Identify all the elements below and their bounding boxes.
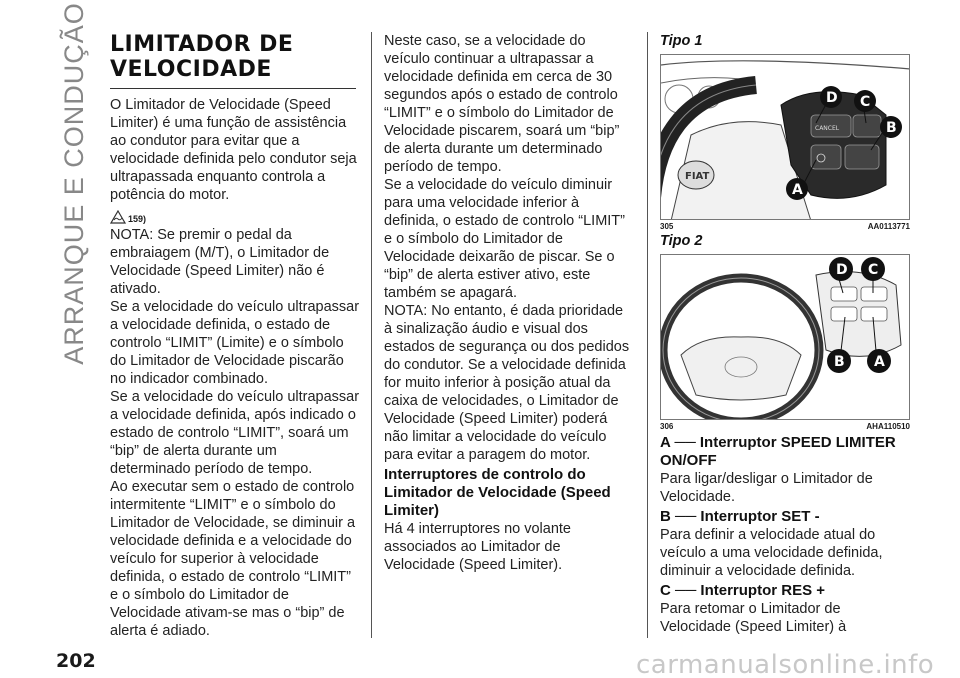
- column-1: [110, 32, 360, 640]
- svg-text:D: D: [826, 90, 838, 106]
- switch-item-a-heading: A ── Interruptor SPEED LIMITER ON/OFF: [660, 434, 896, 469]
- paragraph: Neste caso, se a velocidade do veículo continuar a ultrapassar a velocidade definida em cerca de 30 segundos após o estado de controlo “LIMIT” e o símbolo do Limitador de Velocidade piscarem, soará um “bip” de alerta durante um determinado período de tempo.: [384, 33, 620, 175]
- warning-reference: [110, 206, 360, 224]
- cancel-button-label: CANCEL: [815, 125, 840, 132]
- callout-b: [827, 349, 851, 373]
- callout-b: [880, 116, 902, 138]
- callout-a: [867, 349, 891, 373]
- switch-item-c-heading: C ── Interruptor RES +: [660, 582, 826, 599]
- section-title: LIMITADOR DE VELOCIDADE: [110, 32, 294, 82]
- svg-text:FIAT: FIAT: [685, 171, 710, 182]
- svg-text:B: B: [834, 354, 845, 370]
- steering-wheel-illustration: [661, 55, 910, 220]
- warning-triangle-icon: [110, 210, 126, 224]
- callout-d: [829, 257, 853, 281]
- chapter-sidebar: [56, 2, 92, 365]
- svg-text:C: C: [868, 262, 879, 278]
- paragraph: Há 4 interruptores no volante associados ao Limitador de Velocidade (Speed Limiter).: [384, 521, 571, 573]
- paragraph: NOTA: No entanto, é dada prioridade à sinalização áudio e visual dos estados de segurança ou dos pedidos do condutor. Se a velocidade definida for muito inferior à posição atual da caixa de velocidades, o Limitador de Velocidade (Speed Limiter) poderá não limitar a velocidade do veículo para evitar a paragem do motor.: [384, 303, 630, 463]
- figure-caption: [660, 422, 910, 432]
- callout-c: [861, 257, 885, 281]
- figure-steering-switches-type-2: [660, 254, 910, 420]
- callout-d: [820, 86, 842, 108]
- figure-label: Tipo 1: [660, 33, 703, 49]
- svg-text:A: A: [792, 182, 803, 198]
- callout-a: [786, 178, 808, 200]
- steering-wheel-illustration: [661, 255, 910, 420]
- paragraph: O Limitador de Velocidade (Speed Limiter) é uma função de assistência ao condutor para evitar que a velocidade definida pelo condutor seja ultrapassada enquanto controla a potência do motor.: [110, 97, 357, 203]
- callout-c: [854, 90, 876, 112]
- paragraph: Se a velocidade do veículo ultrapassar a velocidade definida, após indicado o estado de controlo “LIMIT”, soará um “bip” de alerta durante um determinado período de tempo.: [110, 389, 360, 477]
- paragraph: NOTA: Se premir o pedal da embraiagem (M/T), o Limitador de Velocidade (Speed Limiter) não é ativado.: [110, 227, 330, 297]
- switch-item-b-text: Para definir a velocidade atual do veículo a uma velocidade definida, diminuir a velocidade definida.: [660, 527, 883, 579]
- svg-text:B: B: [886, 120, 897, 136]
- paragraph: Se a velocidade do veículo diminuir para uma velocidade inferior à definida, o estado de controlo “LIMIT” e o símbolo do Limitador de Velocidade deixarão de piscar. Se o “bip” de alerta estiver ativo, este também se apagará.: [384, 177, 625, 301]
- switch-item-a-text: Para ligar/desligar o Limitador de Velocidade.: [660, 471, 873, 505]
- figure-steering-switches-type-1: [660, 54, 910, 220]
- column-divider: [371, 32, 372, 638]
- figure-number: 305: [660, 222, 674, 231]
- title-rule: [110, 88, 356, 89]
- column-2: [384, 32, 634, 574]
- svg-text:C: C: [860, 94, 871, 110]
- column-3: [660, 32, 910, 636]
- chapter-title: ARRANQUE E CONDUÇÃO: [58, 2, 89, 365]
- svg-text:D: D: [836, 262, 848, 278]
- watermark: carmanualsonline.info: [636, 650, 935, 678]
- figure-code: AA0113771: [867, 222, 910, 231]
- figure-code: AHA110510: [866, 422, 910, 431]
- figure-number: 306: [660, 422, 674, 431]
- page-number: 202: [56, 650, 96, 672]
- subheading: Interruptores de controlo do Limitador de Velocidade (Speed Limiter): [384, 466, 611, 519]
- column-divider: [647, 32, 648, 638]
- figure-caption: [660, 222, 910, 232]
- paragraph: Ao executar sem o estado de controlo intermitente “LIMIT” e o símbolo do Limitador de Velocidade, se diminuir a velocidade definida e a velocidade do veículo for superior à velocidade definida, o estado de controlo “LIMIT” e o símbolo do Limitador de Velocidade ativam-se mas o “bip” de alerta é adiado.: [110, 479, 356, 639]
- paragraph: Se a velocidade do veículo ultrapassar a velocidade definida, o estado de controlo “LIMIT” (Limite) e o símbolo do Limitador de Velocidade piscarão no indicador combinado.: [110, 299, 360, 387]
- warning-ref-number: 159): [128, 214, 147, 224]
- svg-text:A: A: [874, 354, 885, 370]
- switch-item-c-text: Para retomar o Limitador de Velocidade (Speed Limiter) à: [660, 601, 847, 635]
- figure-label: Tipo 2: [660, 233, 703, 249]
- switch-item-b-heading: B ── Interruptor SET -: [660, 508, 820, 525]
